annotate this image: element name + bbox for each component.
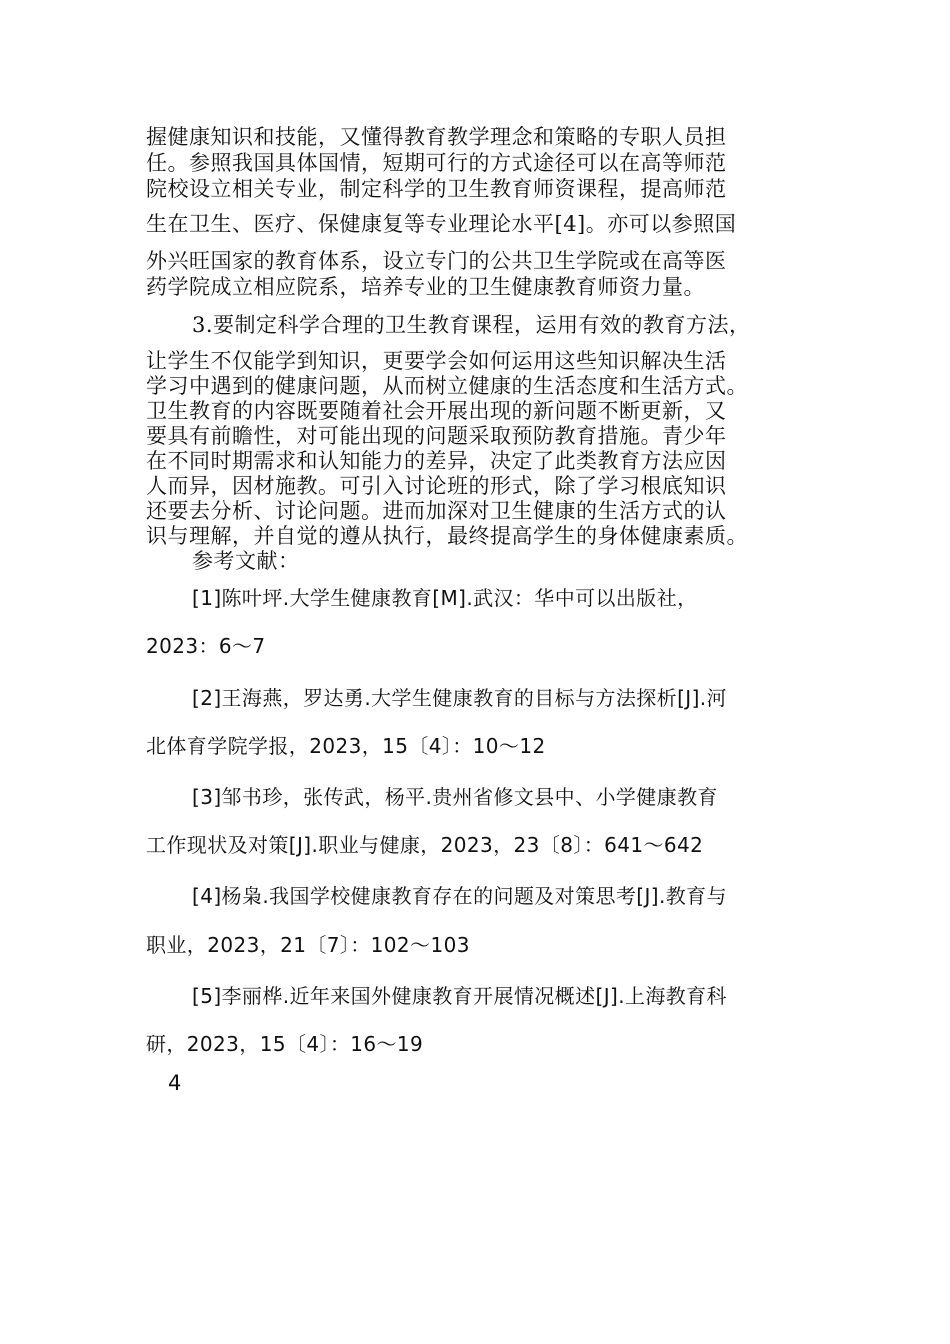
- reference-item-4: [4]杨枭.我国学校健康教育存在的问题及对策思考[J].教育与: [192, 884, 727, 908]
- body-line: 在不同时期需求和认知能力的差异，决定了此类教育方法应因: [146, 449, 727, 473]
- body-line: 任。参照我国具体国情，短期可行的方式途径可以在高等师范: [146, 151, 727, 175]
- body-line: 握健康知识和技能，又懂得教育教学理念和策略的专职人员担: [146, 125, 727, 149]
- reference-item-1-cont: 2023：6～7: [146, 634, 266, 658]
- page-number: 4: [168, 1071, 182, 1095]
- body-line: 还要去分析、讨论问题。进而加深对卫生健康的生活方式的认: [146, 499, 727, 523]
- body-line: 外兴旺国家的教育体系，设立专门的公共卫生学院或在高等医: [146, 249, 727, 273]
- body-line: 3.要制定科学合理的卫生教育课程，运用有效的教育方法，: [192, 313, 751, 337]
- body-line: 院校设立相关专业，制定科学的卫生教育师资课程，提高师范: [146, 177, 727, 201]
- reference-item-5: [5]李丽桦.近年来国外健康教育开展情况概述[J].上海教育科: [192, 984, 727, 1008]
- references-heading: 参考文献：: [192, 549, 300, 573]
- body-line: 人而异，因材施教。可引入讨论班的形式，除了学习根底知识: [146, 474, 727, 498]
- body-line: 让学生不仅能学到知识，更要学会如何运用这些知识解决生活: [146, 349, 727, 373]
- reference-item-5-cont: 研，2023，15〔4〕：16～19: [146, 1032, 424, 1056]
- body-line: 学习中遇到的健康问题，从而树立健康的生活态度和生活方式。: [146, 374, 748, 398]
- body-line: 识与理解，并自觉的遵从执行，最终提高学生的身体健康素质。: [146, 524, 748, 548]
- body-line: 生在卫生、医疗、保健康复等专业理论水平[4]。亦可以参照国: [146, 212, 737, 236]
- reference-item-3: [3]邹书珍，张传武，杨平.贵州省修文县中、小学健康教育: [192, 785, 718, 809]
- reference-item-1: [1]陈叶坪.大学生健康教育[M].武汉：华中可以出版社，: [192, 586, 698, 610]
- reference-item-2: [2]王海燕，罗达勇.大学生健康教育的目标与方法探析[J].河: [192, 686, 727, 710]
- body-line: 要具有前瞻性，对可能出现的问题采取预防教育措施。青少年: [146, 424, 727, 448]
- reference-item-2-cont: 北体育学院学报，2023，15〔4〕：10～12: [146, 734, 546, 758]
- reference-item-3-cont: 工作现状及对策[J].职业与健康，2023，23〔8〕：641～642: [146, 833, 704, 857]
- body-line: 卫生教育的内容既要随着社会开展出现的新问题不断更新，又: [146, 399, 727, 423]
- reference-item-4-cont: 职业，2023，21〔7〕：102～103: [146, 933, 470, 957]
- body-line: 药学院成立相应院系，培养专业的卫生健康教育师资力量。: [146, 275, 705, 299]
